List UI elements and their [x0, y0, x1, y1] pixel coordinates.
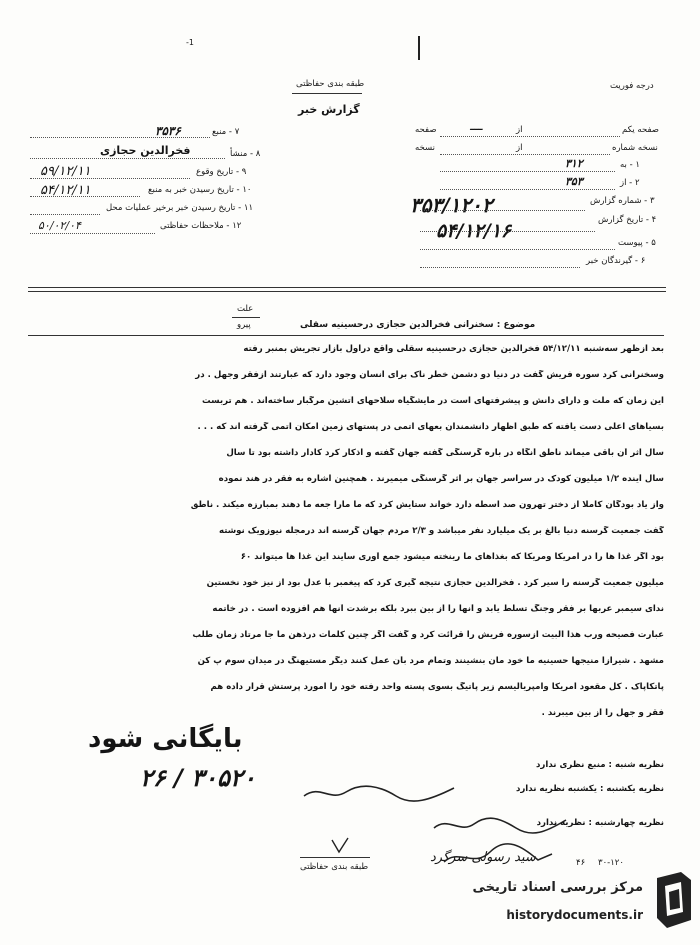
footer-check-mark: [330, 836, 350, 856]
field-to-line: [440, 171, 615, 172]
field-recipients-line: [420, 267, 580, 268]
field-from-line: [440, 189, 615, 190]
field-page-of: از: [516, 125, 523, 135]
body-line: این زمان که ملت و دارای دانش و پیشرفتهای است در مایشگیاه سلاحهای آتشین مرگبار ساخته‌اند . هم تربست: [202, 396, 664, 406]
field-ops-label: ۱۱ - تاریخ رسیدن خبر برخیر عملیات محل: [106, 203, 254, 213]
side-label-divider: [232, 317, 260, 318]
body-line: واز یاد بودگان کاملا از دختر تهرون صد اسطه دارد خواند ستایش کرد که ما مارا جعه ما دهند بمبارزه میکند . ناطق: [190, 500, 664, 510]
field-attachment-label: ۵ - پیوست: [618, 238, 656, 248]
body-line: سال آینده ۱/۲ میلیون کودک در سراسر جهان بر اثر گرسنگی میمیرند . همچنین اشاره به فقر در هند نموده: [218, 474, 664, 484]
separator-subject: [28, 335, 664, 336]
footer-classification-line: [300, 857, 370, 858]
field-to-label: ۱ - به: [620, 160, 640, 170]
field-from-label: ۲ - از: [620, 178, 640, 188]
body-line: پاتکاپاک . کل مقعود امریکا وامپریالیسم زیر پاتیگ بسوی پسته واحد رفته خود را امورد پرستش قرار داده هم: [210, 682, 664, 692]
opinion-line: نظریه شنبه : منبع نظری ندارد: [536, 760, 664, 770]
scratch-mark: -1: [186, 38, 194, 47]
archive-stamp-number: ۳۰۵۲۰ / ۲۶: [140, 764, 256, 792]
field-source-value: ۳۵۳۶: [155, 124, 181, 138]
body-line: مشهد . شیرازا منیجها حسینیه ما خود مان بنشینند وتمام مرد بآن عمل کنند دیگر مستیهنگ در میدان سوم پ کن: [197, 656, 664, 666]
field-received-value: ۵۴/۱۲/۱۱: [40, 183, 91, 198]
body-line: وسخنرانی کرد سوره فریش گفت در دنیا دو دشمن خطر ناک برای انسان وجود دارد که عبارتند ازفقر وجهل . در: [195, 370, 664, 380]
separator-top-double: [28, 291, 666, 292]
body-line: بود اگر غذا ها را در امریکا ومریکا که بغذاهای ما رینخته میشود جمع آوری سایند این غذا ها میتواند ۶۰: [240, 552, 664, 562]
watermark-url: historydocuments.ir: [506, 908, 643, 922]
archive-logo-icon: [651, 872, 695, 928]
separator-top: [28, 287, 666, 288]
side-label-cause: علت: [237, 304, 254, 314]
field-from-value: ۳۵۳: [565, 175, 583, 188]
field-occurrence-line: [30, 178, 190, 179]
field-source-line: [30, 137, 210, 138]
body-line: میلیون جمعیت گرسنه را سیر کرد . فخرالدین حجازی نتیجه گیری کرد که پیغمبر با عدل بود از نیز خود نخستین: [206, 578, 664, 588]
field-origin-line: [30, 158, 225, 159]
field-page-line: [440, 136, 620, 137]
classification-top: طبقه بندی حفاظتی: [296, 79, 365, 89]
footer-form-code: ۳۰-۱۲۰: [598, 858, 624, 868]
field-origin-label: ۸ - منشأ: [230, 149, 261, 159]
field-received-line: [30, 196, 140, 197]
footer-code-tail: ۴۶: [576, 858, 586, 868]
field-report-date-value: ۵۴/۱۲/۱۶: [436, 220, 512, 242]
classification-underline: [292, 93, 362, 94]
body-line: فقر و جهل را از بین میبرند .: [541, 708, 664, 718]
field-origin-value: فخرالدین حجازی: [100, 144, 191, 157]
field-occurrence-label: ۹ - تاریخ وقوع: [196, 167, 247, 177]
field-occurrence-value: ۵۹/۱۲/۱۱: [40, 164, 91, 179]
field-report-no-label: ۳ - شماره گزارش: [590, 196, 655, 206]
field-source-label: ۷ - منبع: [212, 127, 240, 137]
field-security-label: ۱۲ - ملاحظات حفاظتی: [160, 221, 242, 231]
body-line: عبارت فصیحه ورب هذا البیت ازسوره فریش را قرائت کرد و گفت اگر چنین کلمات درذهن ما جا مرتاد زمان طلب: [192, 630, 664, 640]
body-line: ندای سیمبر عربها بر فقر وجنگ تسلط یابد و آنها را از بین ببرد بلکه برشدت آنها هم افزوده است . در خاتمه: [212, 604, 664, 614]
handwritten-scribble: [300, 778, 460, 808]
opinion-line: نظریه چهارشنبه : نظریه ندارد: [536, 818, 664, 828]
handwritten-note: [430, 812, 570, 838]
field-copy-end: نسخه: [415, 143, 435, 153]
field-report-date-line: [420, 231, 595, 232]
field-page-handwriting: ـــ: [470, 118, 483, 134]
signature: سید رسولی سرگرد: [430, 850, 536, 865]
watermark-title: مرکز بررسی اسناد تاریخی: [472, 880, 643, 895]
field-received-label: ۱۰ - تاریخ رسیدن خبر به منبع: [148, 185, 252, 195]
report-title: گزارش خبر: [298, 103, 360, 116]
field-recipients-label: ۶ - گیرندگان خبر: [586, 256, 646, 266]
field-copy-of: از: [516, 143, 523, 153]
field-attachment-line: [420, 249, 615, 250]
field-page-end: صفحه: [415, 125, 437, 135]
field-ops-line: [30, 214, 100, 215]
field-to-value: ۳۱۲: [565, 157, 583, 170]
field-security-line: [30, 233, 155, 234]
field-copy-line: [440, 154, 610, 155]
body-line: سال اثر آن باقی میماند ناطق آنگاه در باره گرسنگی گفته جهان گفته و اذکار کرد کادار داشته بود تا سال: [226, 448, 664, 458]
field-page-label: صفحه یکم: [622, 125, 659, 135]
subject-line: موضوع : سخنرانی فخرالدین حجازی درحسینیه سقلی: [300, 320, 536, 330]
field-report-no-value: ۳۵۳/۱۲۰۲: [410, 193, 493, 217]
side-label-following: پیرو: [237, 320, 251, 330]
body-line: بعد ازظهر سه‌شنبه ۵۴/۱۲/۱۱ فخرالدین حجازی درحسینیه سقلی واقع دراول بازار تجریش بمنبر رفته: [243, 344, 664, 354]
archive-stamp-text: بایگانی شود: [88, 724, 243, 754]
footer-classification: طبقه بندی حفاظتی: [300, 862, 369, 872]
field-copy-label: نسخه شماره: [612, 143, 658, 153]
field-report-no-line: [420, 210, 585, 211]
top-mark: [418, 36, 420, 60]
degree-label: درجه فوریت: [610, 81, 654, 91]
watermark-logo: [405, 862, 695, 942]
opinion-line: نظریه یکشنبه : یکشنبه نظریه ندارد: [515, 784, 664, 794]
body-line: گفت جمعیت گرسنه دنیا بالغ بر یک میلیارد نفر میباشد و ۲/۳ مردم جهان گرسنه اند درمجله نیوزویک نوشته: [218, 526, 664, 536]
field-security-value: ۵۰/۰۲/۰۴: [38, 219, 81, 232]
field-report-date-label: ۴ - تاریخ گزارش: [598, 215, 657, 225]
body-line: بسیاهای اعلی دست یافته که طبق اظهار دانشمندان بعهای اتمی در پستهای زمین امکان اتمی گرفته اند که . . .: [197, 422, 664, 432]
